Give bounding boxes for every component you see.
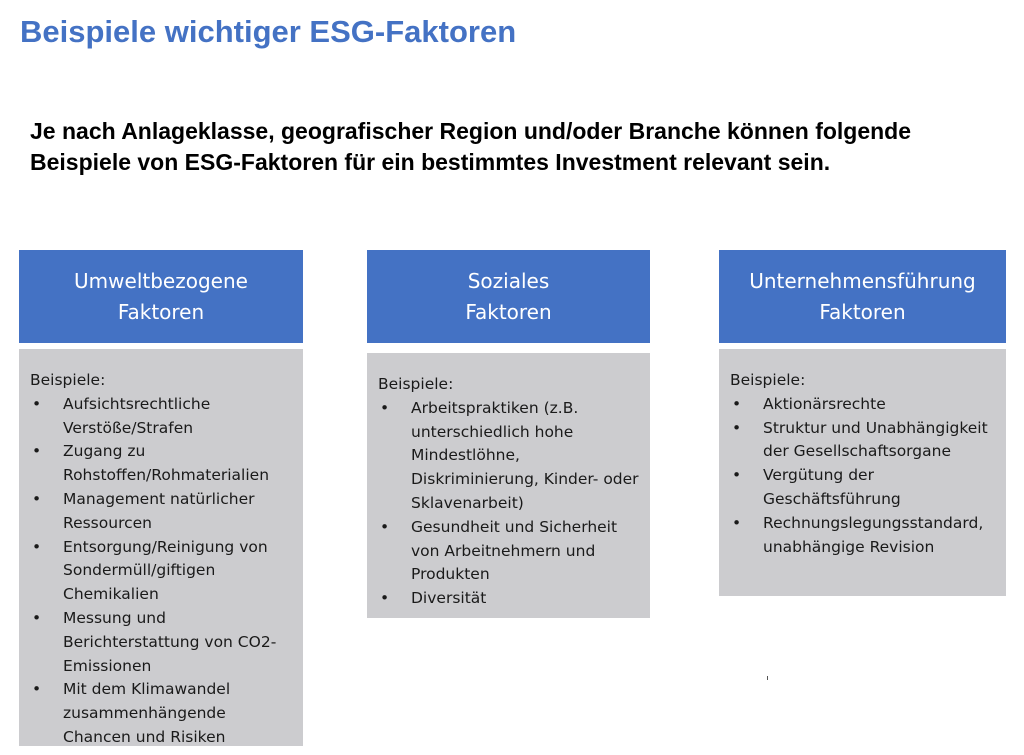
environmental-bullet-list [30,393,293,746]
environmental-header-line1: Umweltbezogene [74,268,248,293]
social-header-line1: Soziales [467,268,550,293]
list-item: • Management natürlicher Ressourcen [30,488,293,536]
intro-text: Je nach Anlageklasse, geografischer Region und/oder Branche können folgende Beispiele von ESG-Faktoren für ein bestimmtes Investment relevant sein. [30,118,912,175]
page-title: Beispiele wichtiger ESG-Faktoren [20,14,517,49]
social-list-lead: Beispiele: [378,375,454,393]
list-item: • Gesundheit und Sicherheit von Arbeitnehmern und Produkten [378,516,640,587]
list-item: • Aktionärsrechte [730,393,996,417]
list-item: • Messung und Berichterstattung von CO2-Emissionen [30,607,293,678]
list-item: • Struktur und Unabhängigkeit der Gesellschaftsorgane [730,417,996,465]
list-item: • Diversität [378,587,640,611]
governance-factors-list [719,349,1006,596]
governance-list-lead: Beispiele: [730,371,806,389]
governance-factors-header [719,250,1006,343]
social-factors-list [367,353,650,618]
governance-bullet-list [730,393,996,560]
social-bullet-list [378,397,640,611]
environmental-header-line2: Faktoren [117,299,205,324]
list-item: • Zugang zu Rohstoffen/Rohmaterialien [30,440,293,488]
environmental-factors-header [19,250,303,343]
list-item: • Arbeitspraktiken (z.B. unterschiedlich hohe Mindestlöhne, Diskriminierung, Kinder- oder Sklavenarbeit) [378,397,640,516]
governance-header-line2: Faktoren [819,299,906,324]
environmental-list-lead: Beispiele: [30,371,106,389]
governance-header-line1: Unternehmensführung [749,268,976,293]
list-item: • Vergütung der Geschäftsführung [730,464,996,512]
environmental-factors-list [19,349,303,746]
list-item: • Mit dem Klimawandel zusammenhängende Chancen und Risiken [30,678,293,746]
list-item: • Aufsichtsrechtliche Verstöße/Strafen [30,393,293,441]
list-item: • Entsorgung/Reinigung von Sondermüll/giftigen Chemikalien [30,536,293,607]
social-header-line2: Faktoren [465,299,552,324]
social-factors-header [367,250,650,343]
stray-mark [767,676,768,680]
list-item: • Rechnungslegungsstandard, unabhängige Revision [730,512,996,560]
